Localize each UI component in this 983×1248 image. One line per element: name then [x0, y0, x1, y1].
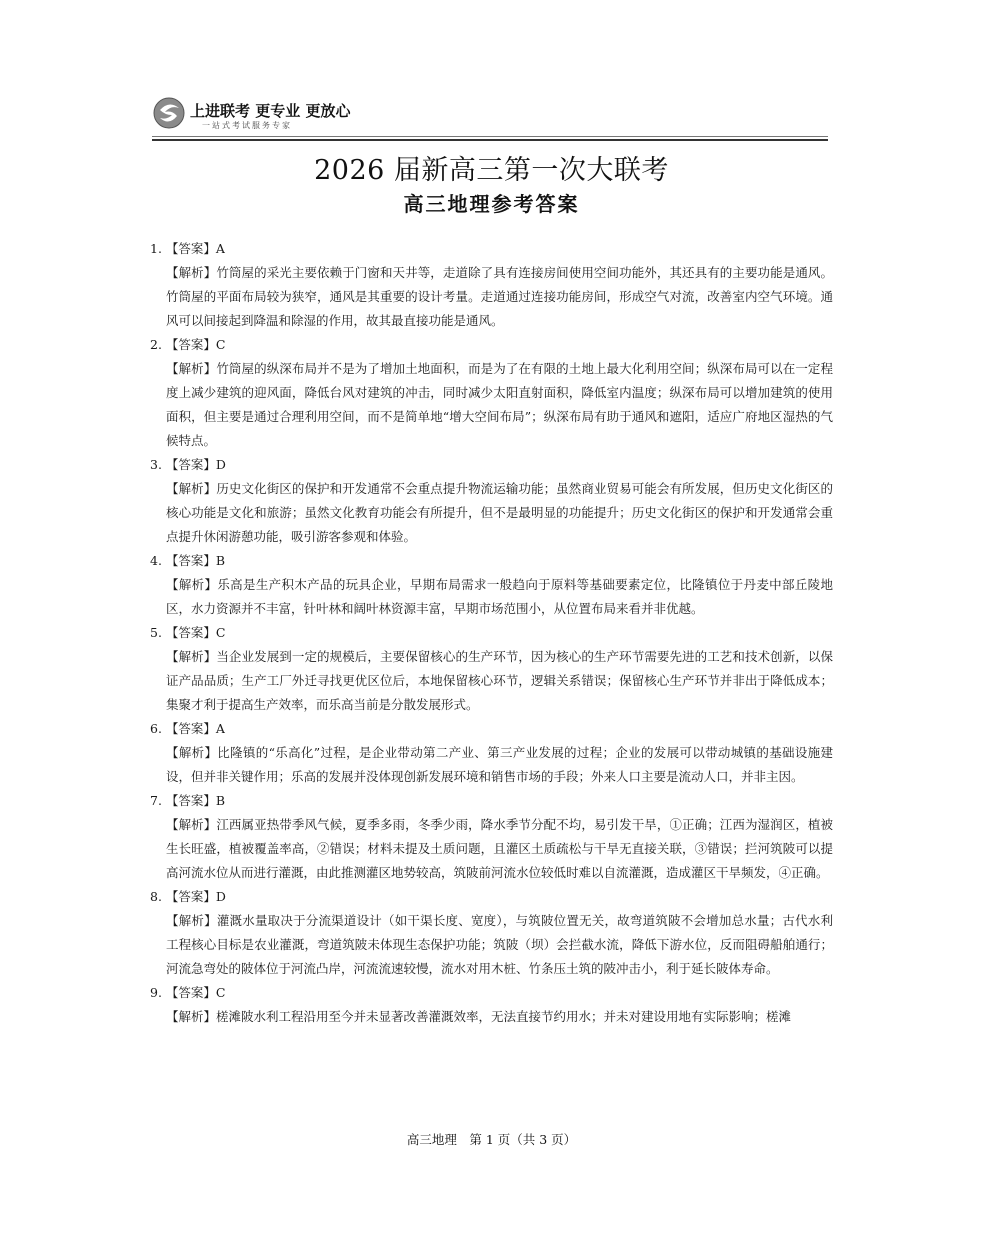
header-divider-thick [152, 139, 828, 141]
explanation-text: 【解析】当企业发展到一定的规模后，主要保留核心的生产环节，因为核心的生产环节需要先进的工艺和技术创新，以保证产品品质；生产工厂外迁寻找更优区位后，本地保留核心环节，逻辑关系错误；保留核心生产环节并非出于降低成本；集聚才利于提高生产效率，而乐高当前是分散发展形式。 [166, 649, 833, 712]
answer-text: 【答案】C [165, 625, 226, 640]
question-item [150, 981, 833, 1029]
explanation-text: 【解析】比隆镇的“乐高化”过程，是企业带动第二产业、第三产业发展的过程；企业的发展可以带动城镇的基础设施建设，但并非关键作用；乐高的发展并没体现创新发展环境和销售市场的手段；外来人口主要是流动人口，并非主因。 [166, 745, 833, 784]
answer-line [150, 333, 833, 357]
answer-key-subtitle: 高三地理参考答案 [403, 192, 580, 216]
question-item [150, 621, 833, 717]
answer-text: 【答案】A [165, 721, 225, 736]
question-item [150, 789, 833, 885]
answer-text: 【答案】A [165, 241, 225, 256]
page-footer: 高三地理 第 1 页（共 3 页） [406, 1132, 577, 1147]
explanation-text: 【解析】竹筒屋的采光主要依赖于门窗和天井等，走道除了具有连接房间使用空间功能外，其还具有的主要功能是通风。竹筒屋的平面布局较为狭窄，通风是其重要的设计考量。走道通过连接功能房间，形成空气对流，改善室内空气环境。通风可以间接起到降温和除湿的作用，故其最直接功能是通风。 [166, 265, 833, 328]
answer-line [150, 621, 833, 645]
exam-title: 2026 届新高三第一次大联考 [314, 155, 669, 186]
logo-subtitle: 一站式考试服务专家 [202, 121, 292, 130]
logo-swirl-icon [152, 96, 186, 130]
logo-slogan: 上进联考 更专业 更放心 [190, 102, 351, 120]
question-number: 6. [150, 721, 162, 736]
question-number: 3. [150, 457, 162, 472]
header-divider [152, 136, 828, 137]
question-number: 9. [150, 985, 162, 1000]
answer-line [150, 453, 833, 477]
explanation-text: 【解析】灌溉水量取决于分流渠道设计（如干渠长度、宽度），与筑陂位置无关，故弯道筑陂不会增加总水量；古代水利工程核心目标是农业灌溉，弯道筑陂未体现生态保护功能；筑陂（坝）会拦截水流，降低下游水位，反而阻碍船舶通行；河流急弯处的陂体位于河流凸岸，河流流速较慢，流水对用木桩、竹条压土筑的陂冲击小，利于延长陂体寿命。 [166, 913, 833, 976]
answer-list [150, 237, 833, 1029]
question-item [150, 453, 833, 549]
answer-line [150, 789, 833, 813]
answer-text: 【答案】D [165, 457, 226, 472]
question-item [150, 549, 833, 621]
question-number: 2. [150, 337, 162, 352]
answer-text: 【答案】B [165, 793, 226, 808]
answer-text: 【答案】B [165, 553, 226, 568]
explanation-text: 【解析】槎滩陂水利工程沿用至今并未显著改善灌溉效率，无法直接节约用水；并未对建设用地有实际影响；槎滩 [166, 1009, 792, 1024]
question-item [150, 333, 833, 453]
explanation-text: 【解析】历史文化街区的保护和开发通常不会重点提升物流运输功能；虽然商业贸易可能会有所发展，但历史文化街区的核心功能是文化和旅游；虽然文化教育功能会有所提升，但不是最明显的功能提升；历史文化街区的保护和开发通常会重点提升休闲游憩功能，吸引游客参观和体验。 [166, 481, 833, 544]
answer-line [150, 717, 833, 741]
brand-logo [152, 96, 382, 136]
answer-line [150, 885, 833, 909]
explanation-text: 【解析】江西属亚热带季风气候，夏季多雨，冬季少雨，降水季节分配不均，易引发干旱，①正确；江西为湿润区，植被生长旺盛，植被覆盖率高，②错误；材料未提及土质问题，且灌区土质疏松与干旱无直接关联，③错误；拦河筑陂可以提高河流水位从而进行灌溉，由此推测灌区地势较高，筑陂前河流水位较低时难以自流灌溉，造成灌区干旱频发，④正确。 [166, 817, 833, 880]
question-number: 4. [150, 553, 162, 568]
answer-line [150, 549, 833, 573]
question-number: 8. [150, 889, 162, 904]
question-number: 1. [150, 241, 162, 256]
answer-text: 【答案】C [165, 985, 226, 1000]
question-number: 7. [150, 793, 162, 808]
answer-text: 【答案】C [165, 337, 226, 352]
question-item [150, 885, 833, 981]
answer-line [150, 237, 833, 261]
answer-text: 【答案】D [165, 889, 226, 904]
explanation-text: 【解析】乐高是生产积木产品的玩具企业，早期布局需求一般趋向于原料等基础要素定位，比隆镇位于丹麦中部丘陵地区，水力资源并不丰富，针叶林和阔叶林资源丰富，早期市场范围小，从位置布局来看并非优越。 [166, 577, 833, 616]
question-number: 5. [150, 625, 162, 640]
question-item [150, 237, 833, 333]
answer-line [150, 981, 833, 1005]
question-item [150, 717, 833, 789]
explanation-text: 【解析】竹筒屋的纵深布局并不是为了增加土地面积，而是为了在有限的土地上最大化利用空间；纵深布局可以在一定程度上减少建筑的迎风面，降低台风对建筑的冲击，同时减少太阳直射面积，降低室内温度；纵深布局可以增加建筑的使用面积，但主要是通过合理利用空间，而不是简单地“增大空间布局”；纵深布局有助于通风和遮阳，适应广府地区湿热的气候特点。 [166, 361, 833, 448]
